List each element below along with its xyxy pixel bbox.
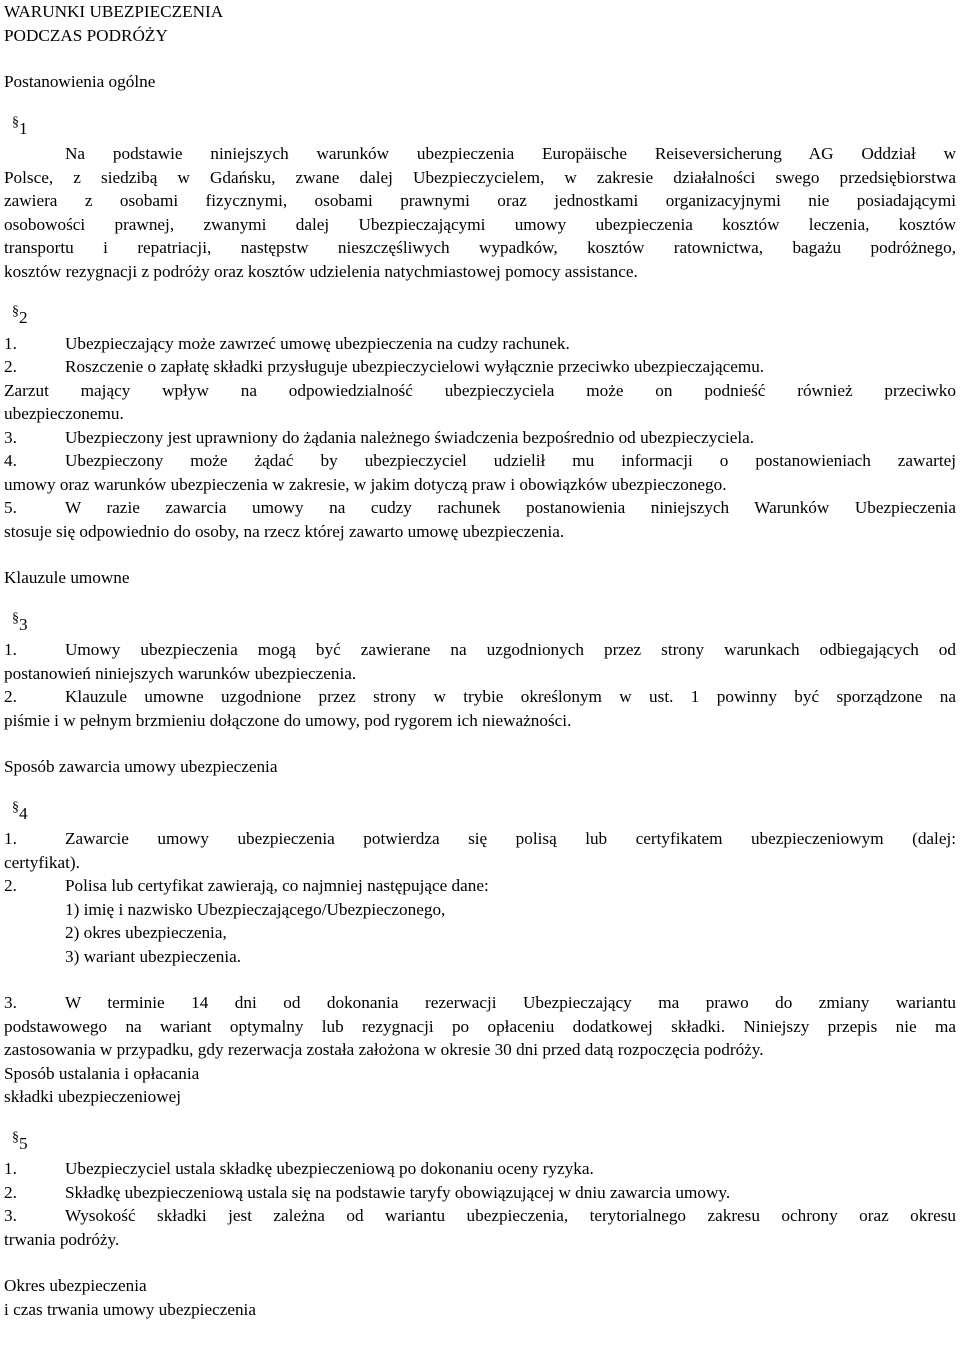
section-heading-clauses: Klauzule umowne [4, 568, 130, 587]
paragraph-mark-1 [12, 114, 956, 143]
clause-item [4, 496, 956, 520]
clause-item [4, 1157, 956, 1181]
clause-text: Ubezpieczyciel ustala składkę ubezpieczeniową po dokonaniu oceny ryzyka. [65, 1159, 594, 1178]
clause-item [4, 426, 956, 450]
paragraph-mark-3 [12, 610, 956, 639]
clause-item [4, 827, 956, 851]
clause-number: 2. [4, 1182, 17, 1202]
section-heading-premium-line-2: składki ubezpieczeniowej [4, 1087, 182, 1106]
clause-text: Umowy ubezpieczenia mogą być zawierane na uzgodnionych przez strony warunkach odbiegających od [65, 640, 956, 659]
clause-number: 3. [4, 1206, 17, 1225]
clause-number: 4. [4, 451, 17, 470]
clause-number: 3. [4, 993, 17, 1012]
clause-text: Klauzule umowne uzgodnione przez strony w trybie określonym w ust. 1 powinny być sporządzone na [65, 687, 956, 706]
list-item: 1) imię i nazwisko Ubezpieczającego/Ubezpieczonego, [65, 899, 446, 919]
clause-continuation: piśmie i w pełnym brzmieniu dołączone do umowy, pod rygorem ich nieważności. [4, 710, 572, 730]
document-title-line-1: WARUNKI UBEZPIECZENIA [4, 2, 224, 21]
clause-text: Ubezpieczający może zawrzeć umowę ubezpieczenia na cudzy rachunek. [65, 333, 570, 353]
clause-number: 3. [4, 427, 17, 447]
paragraph-number: 1 [19, 118, 28, 138]
clause-text: W razie zawarcia umowy na cudzy rachunek postanowienia niniejszych Warunków Ubezpieczenia [65, 498, 956, 517]
paragraph-number: 4 [19, 803, 28, 823]
clause-number: 1. [4, 1159, 17, 1178]
paragraph-number: 3 [19, 614, 28, 634]
clause-text: Składkę ubezpieczeniową ustala się na podstawie taryfy obowiązującej w dniu zawarcia umowy. [65, 1182, 731, 1202]
clause-number: 1. [4, 333, 17, 353]
section-heading-period-line-2: i czas trwania umowy ubezpieczenia [4, 1299, 256, 1319]
clause-item [4, 638, 956, 662]
clause-number: 5. [4, 498, 17, 517]
clause-text: W terminie 14 dni od dokonania rezerwacji Ubezpieczający ma prawo do zmiany wariantu [65, 993, 956, 1012]
paragraph-1-line-5: transportu i repatriacji, następstw nieszczęśliwych wypadków, kosztów ratownictwa, bagażu podróżnego, [4, 238, 956, 257]
clause-text: Ubezpieczony jest uprawniony do żądania należnego świadczenia bezpośrednio od ubezpieczyciela. [65, 427, 755, 447]
paragraph-1-line-6: kosztów rezygnacji z podróży oraz kosztów udzielenia natychmiastowej pomocy assistance. [4, 261, 638, 281]
clause-continuation: podstawowego na wariant optymalny lub rezygnacji po opłaceniu dodatkowej składki. Niniejszy przepis nie ma [4, 1016, 956, 1036]
clause-number: 2. [4, 357, 17, 376]
clause-number: 2. [4, 687, 17, 706]
clause-item [4, 991, 956, 1015]
clause-number: 1. [4, 829, 17, 848]
clause-continuation: stosuje się odpowiednio do osoby, na rzecz której zawarto umowę ubezpieczenia. [4, 521, 565, 541]
section-heading-period-line-1: Okres ubezpieczenia [4, 1276, 147, 1295]
clause-text: Polisa lub certyfikat zawierają, co najmniej następujące dane: [65, 876, 489, 895]
paragraph-1-line-1: Na podstawie niniejszych warunków ubezpieczenia Europäische Reiseversicherung AG Oddział w [65, 144, 956, 163]
section-sign-icon: § [12, 1129, 19, 1145]
clause-number: 1. [4, 640, 17, 659]
list-item: 3) wariant ubezpieczenia. [65, 946, 242, 966]
paragraph-number: 2 [19, 308, 28, 327]
clause-item [4, 1181, 956, 1205]
paragraph-1-line-2: Polsce, z siedzibą w Gdańsku, zwane dalej Ubezpieczycielem, w zakresie działalności swego przedsiębiorstwa [4, 167, 956, 187]
list-item: 2) okres ubezpieczenia, [65, 923, 227, 942]
clause-continuation: ubezpieczonemu. [4, 404, 124, 423]
clause-item [4, 1204, 956, 1228]
clause-continuation: umowy oraz warunków ubezpieczenia w zakresie, w jakim dotyczą praw i obowiązków ubezpieczonego. [4, 474, 727, 494]
clause-text: Roszczenie o zapłatę składki przysługuje ubezpieczycielowi wyłącznie przeciwko ubezpieczającemu. [65, 357, 765, 376]
section-heading-premium-line-1: Sposób ustalania i opłacania [4, 1063, 200, 1083]
paragraph-number: 5 [19, 1133, 28, 1153]
clause-item [4, 355, 956, 379]
clause-item [4, 874, 956, 898]
section-heading-general: Postanowienia ogólne [4, 72, 156, 91]
clause-text: Wysokość składki jest zależna od wariantu ubezpieczenia, terytorialnego zakresu ochrony oraz okresu [65, 1206, 956, 1225]
paragraph-1-line-4: osobowości prawnej, zwanymi dalej Ubezpieczającymi umowy ubezpieczenia kosztów leczenia, kosztów [4, 214, 956, 234]
clause-continuation: Zarzut mający wpływ na odpowiedzialność ubezpieczyciela może on podnieść również przeciwko [4, 380, 956, 400]
clause-continuation: postanowień niniejszych warunków ubezpieczenia. [4, 663, 357, 683]
section-sign-icon: § [12, 799, 19, 815]
clause-item [4, 449, 956, 473]
clause-continuation: trwania podróży. [4, 1229, 120, 1249]
section-sign-icon: § [12, 114, 19, 130]
section-sign-icon: § [12, 304, 19, 319]
clause-continuation: zastosowania w przypadku, gdy rezerwacja została założona w okresie 30 dni przed datą rozpoczęcia podróży. [4, 1040, 764, 1059]
clause-text: Ubezpieczony może żądać by ubezpieczyciel udzielił mu informacji o postanowieniach zawartej [65, 451, 956, 470]
clause-item [4, 332, 956, 356]
paragraph-mark-5 [12, 1129, 956, 1158]
paragraph-1-line-3: zawiera z osobami fizycznymi, osobami prawnymi oraz jednostkami organizacyjnymi nie posiadającymi [4, 191, 956, 210]
paragraph-mark-4 [12, 799, 956, 828]
section-sign-icon: § [12, 610, 19, 626]
section-heading-conclusion: Sposób zawarcia umowy ubezpieczenia [4, 757, 278, 776]
document-title-line-2: PODCZAS PODRÓŻY [4, 25, 168, 45]
paragraph-mark-2 [12, 306, 956, 332]
clause-text: Zawarcie umowy ubezpieczenia potwierdza się polisą lub certyfikatem ubezpieczeniowym (dalej: [65, 829, 956, 848]
clause-continuation: certyfikat). [4, 852, 80, 872]
clause-item [4, 685, 956, 709]
clause-number: 2. [4, 876, 17, 895]
